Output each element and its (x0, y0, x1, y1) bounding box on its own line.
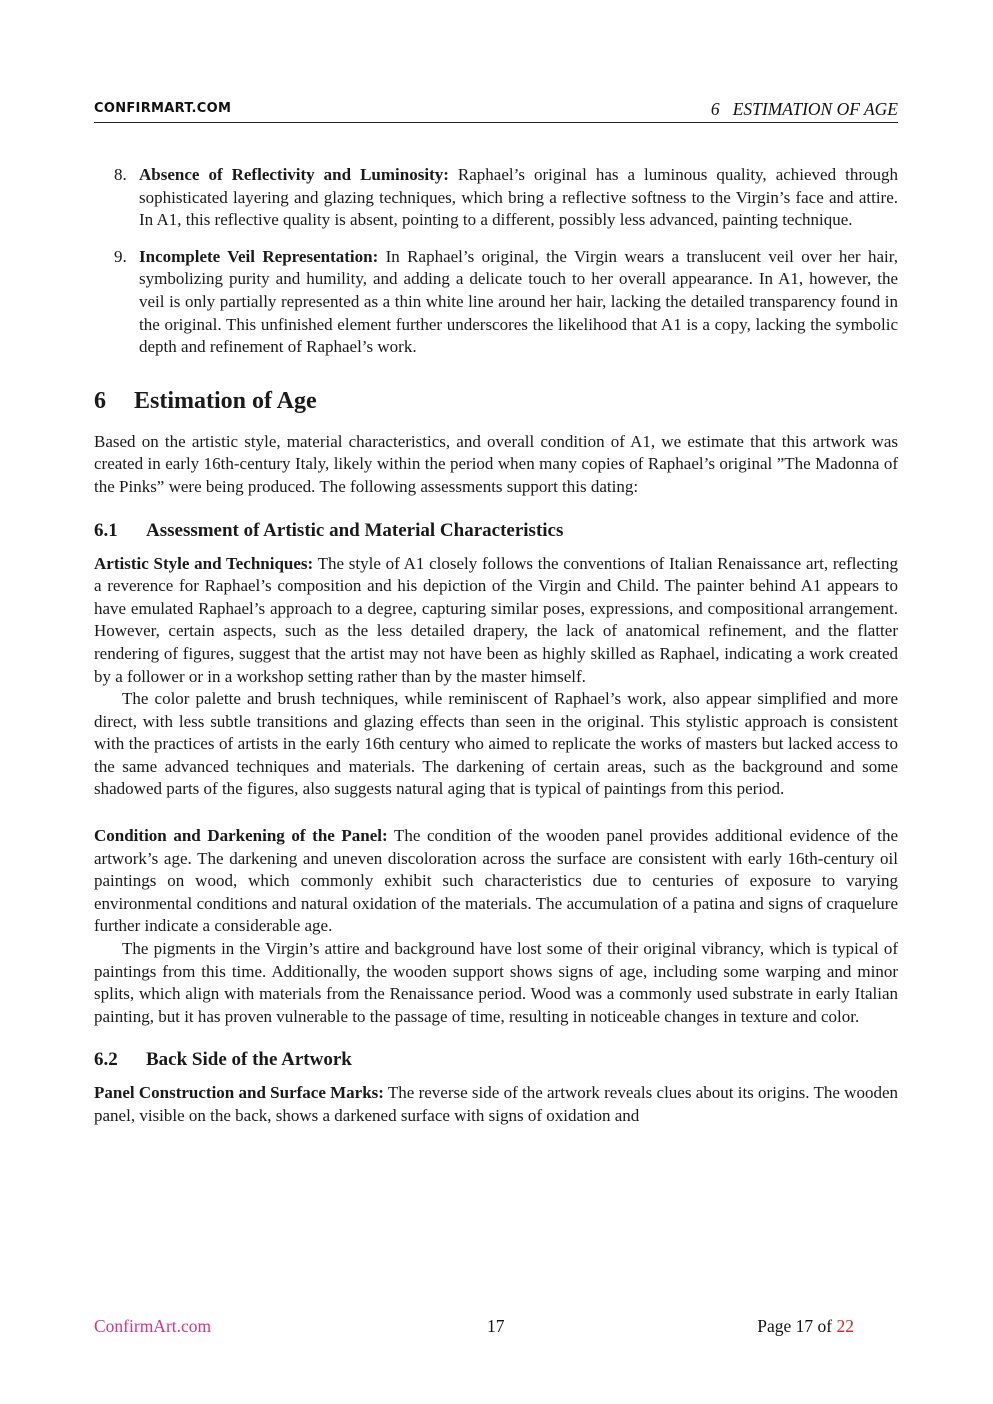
list-item-title: Incomplete Veil Representation: (139, 246, 379, 266)
list-item (94, 164, 898, 232)
site-logo: CONFIRMART.COM (94, 101, 232, 116)
footer-page-count (757, 1316, 854, 1337)
page-content (94, 164, 898, 1128)
footer-page-prefix: Page 17 of (757, 1316, 837, 1336)
paragraph-title: Panel Construction and Surface Marks: (94, 1083, 384, 1103)
subsection-number: 6.2 (94, 1049, 118, 1071)
subsection-heading (94, 1048, 898, 1072)
footer-total-pages-link[interactable]: 22 (836, 1316, 854, 1336)
page-footer (94, 1316, 854, 1340)
paragraph-gap (94, 801, 898, 825)
section-number: 6 (94, 387, 106, 414)
running-section-title: 6 ESTIMATION OF AGE (710, 99, 898, 119)
list-item (94, 246, 898, 359)
list-item-text: In Raphael’s original, the Virgin wears a translucent veil over her hair, symbolizing purity and humility, and adding a delicate touch to her overall appearance. In A1, however, the veil is only partially represented as a thin white line around her hair, lacking the detailed transparency found in the original. This unfinished element further underscores the likelihood that A1 is a copy, lacking the symbolic depth and refinement of Raphael’s work. (139, 246, 898, 357)
list-item-text: Raphael’s original has a luminous quality, achieved through sophisticated layering and glazing techniques, which bring a reflective softness to the Virgin’s face and attire. In A1, this reflective quality is absent, pointing to a different, possibly less advanced, painting technique. (139, 165, 898, 230)
subsection-number: 6.1 (94, 519, 118, 541)
footer-page-number: 17 (487, 1316, 505, 1336)
subsection-heading (94, 519, 898, 543)
footer-site-link[interactable]: ConfirmArt.com (94, 1316, 212, 1336)
paragraph: The color palette and brush techniques, while reminiscent of Raphael’s work, also appear simplified and more direct, with less subtle transitions and glazing effects than seen in the original. This stylistic approach is consistent with the practices of artists in the early 16th century who aimed to replicate the works of masters but lacked access to the same advanced techniques and materials. The darkening of certain areas, such as the background and some shadowed parts of the figures, also suggests natural aging that is typical of paintings from this period. (94, 689, 898, 799)
paragraph (94, 553, 898, 689)
paragraph (94, 825, 898, 938)
section-title: Estimation of Age (134, 387, 317, 414)
subsection-title: Assessment of Artistic and Material Characteristics (146, 519, 564, 541)
paragraph-title: Artistic Style and Techniques: (94, 553, 314, 573)
document-page (94, 0, 898, 1404)
list-item-title: Absence of Reflectivity and Luminosity: (139, 165, 449, 184)
paragraph: The pigments in the Virgin’s attire and background have lost some of their original vibrancy, which is typical of paintings from this time. Additionally, the wooden support shows signs of age, including some warping and minor splits, which align with materials from the Renaissance period. Wood was a commonly used substrate in early Italian painting, but it has proven vulnerable to the passage of time, resulting in noticeable changes in texture and color. (94, 939, 898, 1026)
running-header (94, 98, 898, 123)
paragraph-title: Condition and Darkening of the Panel: (94, 826, 388, 846)
paragraph-text: The condition of the wooden panel provides additional evidence of the artwork’s age. The darkening and uneven discoloration across the surface are consistent with early 16th-century oil paintings on wood, which commonly exhibit such characteristics due to centuries of exposure to varying environmental conditions and natural oxidation of the materials. The accumulation of a patina and signs of craquelure further indicate a considerable age. (94, 826, 898, 936)
section-intro-paragraph: Based on the artistic style, material characteristics, and overall condition of A1, we estimate that this artwork was created in early 16th-century Italy, likely within the period when many copies of Raphael’s original ”The Madonna of the Pinks” were being produced. The following assessments support this dating: (94, 431, 898, 496)
paragraph (94, 1082, 898, 1127)
paragraph-text: The reverse side of the artwork reveals clues about its origins. The wooden panel, visible on the back, shows a darkened surface with signs of oxidation and (94, 1083, 898, 1125)
section-heading (94, 387, 898, 415)
list-item-number: 8. (114, 165, 127, 184)
list-item-number: 9. (114, 246, 127, 266)
paragraph-text: The style of A1 closely follows the conventions of Italian Renaissance art, reflecting a reverence for Raphael’s composition and his depiction of the Virgin and Child. The painter behind A1 appears to have emulated Raphael’s approach to a degree, capturing similar poses, expressions, and compositional arrangement. However, certain aspects, such as the less detailed drapery, the lack of anatomical refinement, and the flatter rendering of figures, suggest that the artist may not have been as highly skilled as Raphael, indicating a work created by a follower or in a workshop setting rather than by the master himself. (94, 553, 898, 686)
subsection-title: Back Side of the Artwork (146, 1049, 352, 1071)
